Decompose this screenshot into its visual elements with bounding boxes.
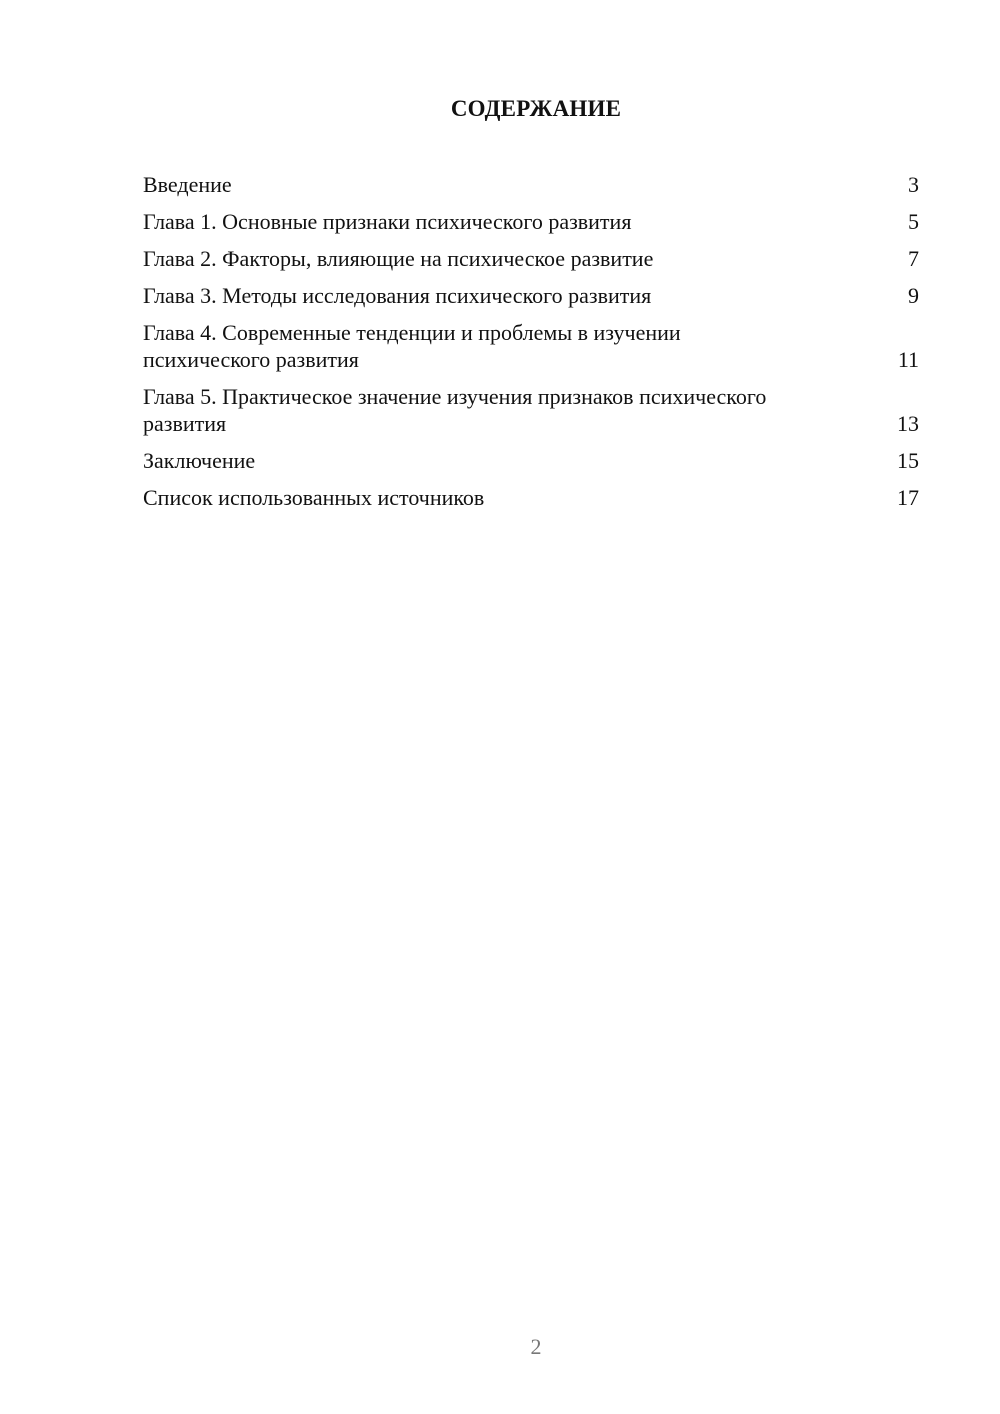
toc-entry-page: 17 [897,485,919,510]
toc-entry-conclusion[interactable] [143,447,919,474]
page-number: 2 [530,1334,542,1359]
table-of-contents [143,171,919,521]
toc-entry-title: Глава 2. Факторы, влияющие на психическое развитие [143,246,654,271]
toc-entry-title: Введение [143,172,232,197]
page-title: СОДЕРЖАНИЕ [450,96,622,121]
toc-entry-chapter-4[interactable] [143,319,919,373]
toc-entry-page: 11 [897,347,919,372]
toc-entry-introduction[interactable] [143,171,919,198]
toc-entry-title: Заключение [143,448,256,473]
toc-entry-page: 5 [908,209,919,234]
toc-entry-title: Глава 4. Современные тенденции и проблемы в изучении психического развития [143,320,681,372]
toc-entry-chapter-3[interactable] [143,282,919,309]
toc-entry-page: 15 [897,448,919,473]
toc-entry-chapter-1[interactable] [143,208,919,235]
toc-entry-references[interactable] [143,484,919,511]
toc-entry-title: Глава 1. Основные признаки психического развития [143,209,632,234]
toc-entry-title: Глава 3. Методы исследования психического развития [143,283,652,308]
toc-entry-page: 9 [908,283,919,308]
toc-entry-title: Список использованных источников [143,485,485,510]
toc-entry-chapter-2[interactable] [143,245,919,272]
toc-entry-chapter-5[interactable] [143,383,919,437]
toc-entry-page: 7 [908,246,919,271]
toc-entry-page: 3 [908,172,919,197]
toc-entry-page: 13 [897,411,919,436]
toc-entry-title: Глава 5. Практическое значение изучения признаков психического развития [143,384,767,436]
